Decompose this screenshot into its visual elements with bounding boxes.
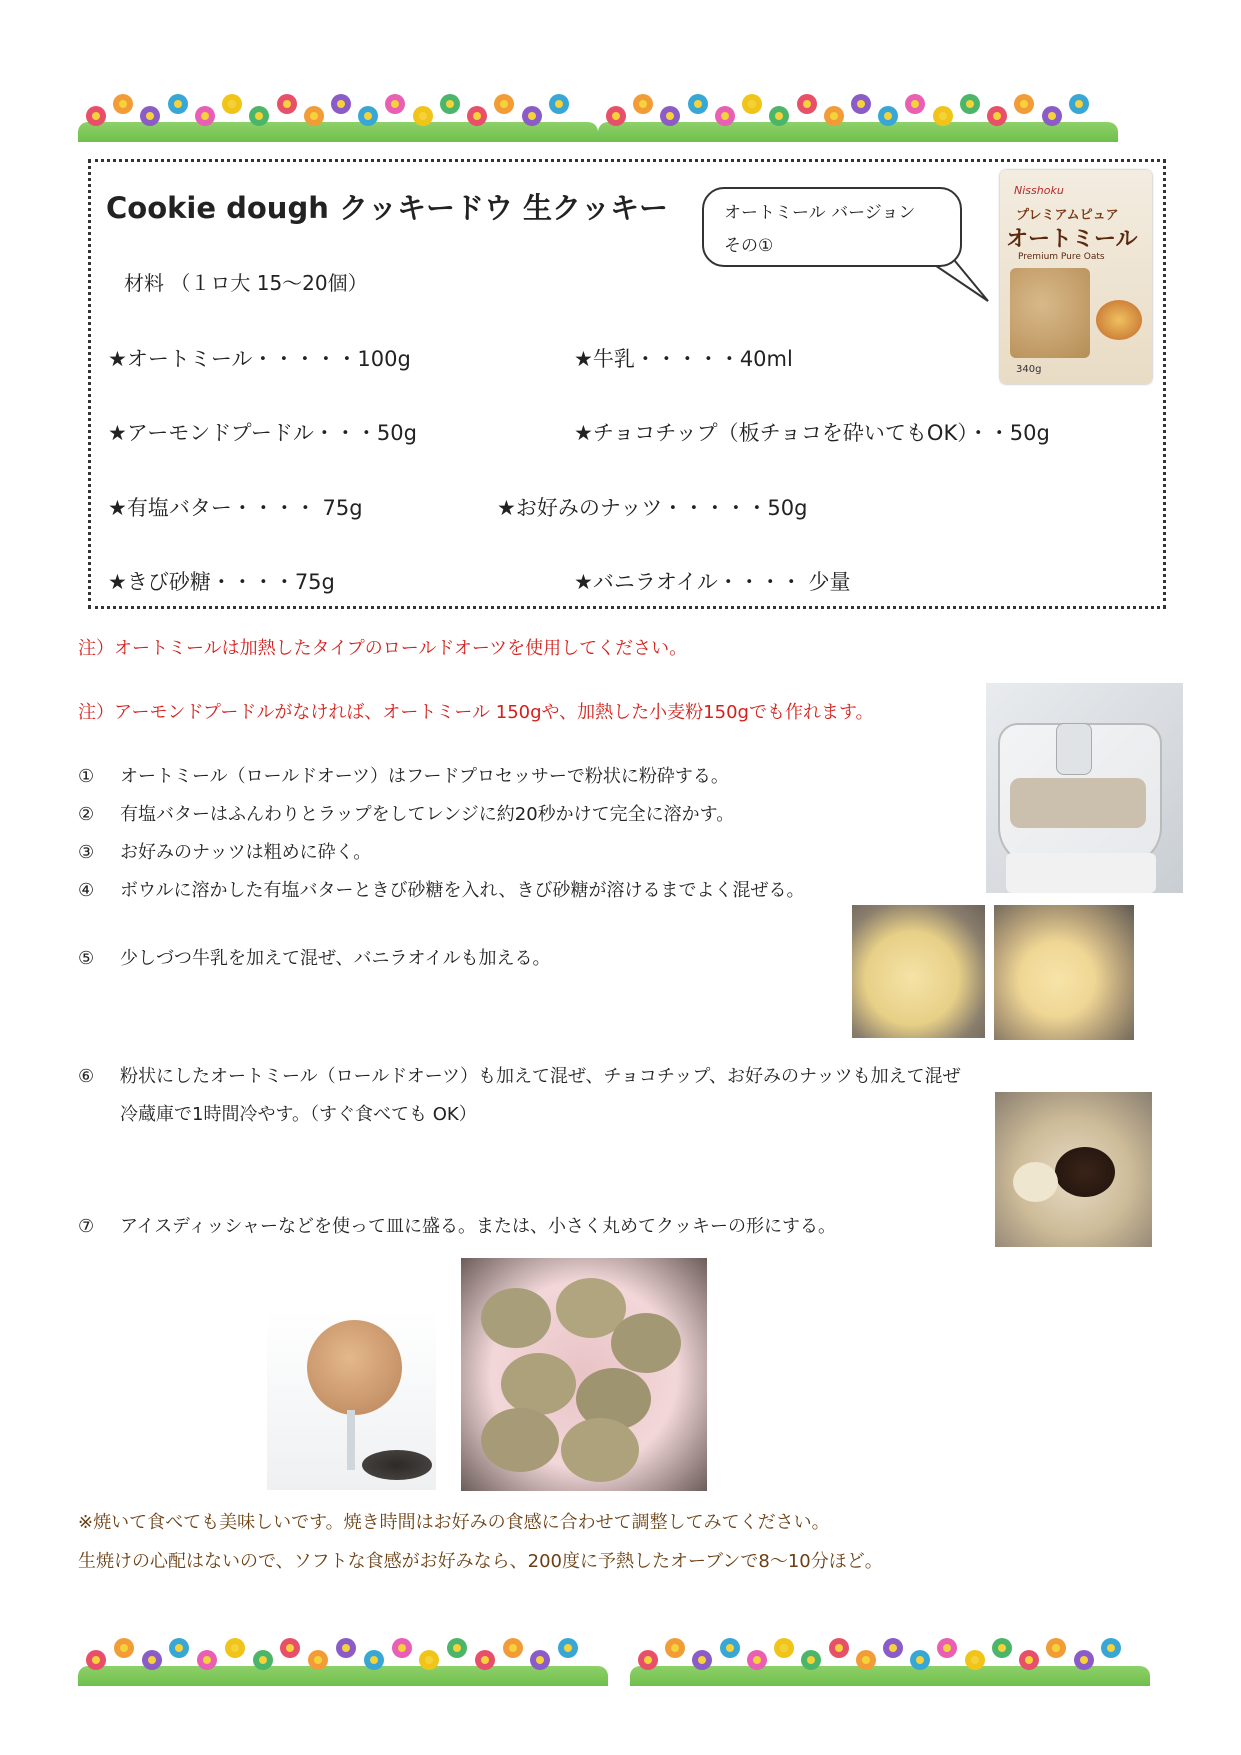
flower-icon bbox=[1074, 1650, 1094, 1670]
flower-icon bbox=[447, 1638, 467, 1658]
ingredients-heading: 材料 （１ロ大 15～20個） bbox=[124, 271, 368, 295]
flower-icon bbox=[503, 1638, 523, 1658]
speech-bubble bbox=[702, 187, 962, 267]
flower-icon bbox=[197, 1650, 217, 1670]
step-4 bbox=[78, 876, 805, 902]
chocochip-mix-photo bbox=[995, 1092, 1152, 1247]
bubble-line-2: その① bbox=[724, 236, 774, 256]
flower-icon bbox=[440, 94, 460, 114]
flower-icon bbox=[336, 1638, 356, 1658]
grass-strip bbox=[598, 122, 1118, 142]
note-oatmeal: 注）オートミールは加熱したタイプのロールドオーツを使用してください。 bbox=[78, 638, 688, 659]
flower-icon bbox=[222, 94, 242, 114]
flower-icon bbox=[114, 1638, 134, 1658]
flower-icon bbox=[86, 106, 106, 126]
recipe-title: Cookie dough クッキードウ 生クッキー bbox=[106, 191, 669, 225]
flower-icon bbox=[168, 94, 188, 114]
cookie bbox=[561, 1418, 639, 1482]
step-text: オートミール（ロールドオーツ）はフードプロセッサーで粉状に粉砕する。 bbox=[120, 766, 729, 787]
cookie bbox=[611, 1313, 681, 1373]
flower-icon bbox=[558, 1638, 578, 1658]
package-label-main: オートミール bbox=[1006, 227, 1138, 252]
flower-icon bbox=[253, 1650, 273, 1670]
package-oats-picture bbox=[1010, 268, 1090, 358]
flower-icon bbox=[86, 1650, 106, 1670]
grass-strip bbox=[630, 1666, 1150, 1686]
flower-icon bbox=[987, 106, 1007, 126]
step-number: ③ bbox=[78, 842, 95, 863]
flower-icon bbox=[856, 1650, 876, 1670]
ingredient-oatmeal: ★オートミール・・・・・100g bbox=[108, 347, 411, 371]
bubble-line-1: オートミール バージョン bbox=[724, 203, 916, 223]
flower-icon bbox=[277, 94, 297, 114]
flower-border-bottom-right bbox=[630, 1630, 1150, 1686]
ingredient-vanilla: ★バニラオイル・・・・ 少量 bbox=[574, 570, 851, 594]
flower-icon bbox=[385, 94, 405, 114]
flower-icon bbox=[720, 1638, 740, 1658]
food-processor-photo bbox=[986, 683, 1183, 893]
note-almond: 注）アーモンドプードルがなければ、オートミール 150gや、加熱した小麦粉150gでも作れます。 bbox=[78, 702, 874, 723]
butter-mix-photo-1 bbox=[852, 905, 985, 1038]
flower-border-top-right bbox=[598, 86, 1118, 142]
step-6-continued bbox=[78, 1100, 477, 1126]
step-text: アイスディッシャーなどを使って皿に盛る。または、小さく丸めてクッキーの形にする。 bbox=[120, 1216, 837, 1237]
grass-strip bbox=[78, 122, 598, 142]
flower-icon bbox=[364, 1650, 384, 1670]
step-text: 粉状にしたオートミール（ロールドオーツ）も加えて混ぜ、チョコチップ、お好みのナッツも加えて混ぜ bbox=[120, 1066, 961, 1087]
package-brand: Nisshoku bbox=[1014, 184, 1064, 197]
grass-strip bbox=[78, 1666, 608, 1686]
processor-base bbox=[1006, 853, 1156, 893]
flower-icon bbox=[331, 94, 351, 114]
flower-icon bbox=[905, 94, 925, 114]
flower-icon bbox=[638, 1650, 658, 1670]
flower-icon bbox=[829, 1638, 849, 1658]
flower-icon bbox=[280, 1638, 300, 1658]
ice-cream-scoops bbox=[307, 1320, 402, 1415]
ingredient-butter: ★有塩バター・・・・ 75g bbox=[108, 496, 363, 520]
flower-icon bbox=[851, 94, 871, 114]
flower-icon bbox=[715, 106, 735, 126]
oat-powder bbox=[1010, 778, 1146, 828]
flower-icon bbox=[742, 94, 762, 114]
flower-icon bbox=[965, 1650, 985, 1670]
chocochips bbox=[1055, 1147, 1115, 1197]
step-text: ボウルに溶かした有塩バターときび砂糖を入れ、きび砂糖が溶けるまでよく混ぜる。 bbox=[120, 880, 805, 901]
flower-icon bbox=[522, 106, 542, 126]
step-text: 冷蔵庫で1時間冷やす。（すぐ食べても OK） bbox=[120, 1104, 477, 1125]
flower-icon bbox=[633, 94, 653, 114]
flower-icon bbox=[747, 1650, 767, 1670]
step-text: 少しづつ牛乳を加えて混ぜ、バニラオイルも加える。 bbox=[120, 948, 551, 969]
step-number: ① bbox=[78, 766, 95, 787]
flower-icon bbox=[960, 94, 980, 114]
flower-border-top-left bbox=[78, 86, 598, 142]
flower-icon bbox=[937, 1638, 957, 1658]
step-number: ⑤ bbox=[78, 948, 95, 969]
nut-pieces bbox=[1013, 1162, 1058, 1202]
oatmeal-package-image bbox=[1000, 170, 1152, 384]
flower-icon bbox=[665, 1638, 685, 1658]
step-7 bbox=[78, 1212, 836, 1238]
footer-line-2: 生焼けの心配はないので、ソフトな食感がお好みなら、200度に予熱したオーブンで8～10分ほど。 bbox=[78, 1551, 883, 1572]
step-text: 有塩バターはふんわりとラップをしてレンジに約20秒かけて完全に溶かす。 bbox=[120, 804, 735, 825]
cookie-dough-ice-cream-photo bbox=[267, 1310, 436, 1490]
flower-icon bbox=[169, 1638, 189, 1658]
flower-icon bbox=[225, 1638, 245, 1658]
package-label-sub: Premium Pure Oats bbox=[1018, 252, 1105, 262]
flower-border-bottom-left bbox=[78, 1630, 608, 1686]
package-weight: 340g bbox=[1016, 364, 1042, 375]
flower-icon bbox=[1046, 1638, 1066, 1658]
step-6 bbox=[78, 1062, 961, 1088]
step-1 bbox=[78, 762, 729, 788]
flower-icon bbox=[413, 106, 433, 126]
flower-icon bbox=[824, 106, 844, 126]
flower-icon bbox=[606, 106, 626, 126]
package-bowl-picture bbox=[1096, 300, 1142, 340]
step-3 bbox=[78, 838, 371, 864]
flower-icon bbox=[774, 1638, 794, 1658]
flower-icon bbox=[142, 1650, 162, 1670]
step-text: お好みのナッツは粗めに砕く。 bbox=[120, 842, 372, 863]
step-number: ⑦ bbox=[78, 1216, 95, 1237]
ingredient-milk: ★牛乳・・・・・40ml bbox=[574, 347, 793, 371]
flower-icon bbox=[195, 106, 215, 126]
flower-icon bbox=[1014, 94, 1034, 114]
flower-icon bbox=[992, 1638, 1012, 1658]
cookie bbox=[481, 1288, 551, 1348]
flower-icon bbox=[475, 1650, 495, 1670]
step-number: ④ bbox=[78, 880, 95, 901]
flower-icon bbox=[494, 94, 514, 114]
butter-mix-photo-2 bbox=[994, 905, 1134, 1040]
ingredient-chocochip: ★チョコチップ（板チョコを砕いてもOK）・・50g bbox=[574, 421, 1050, 445]
flower-icon bbox=[467, 106, 487, 126]
flower-icon bbox=[392, 1638, 412, 1658]
package-label-top: プレミアムピュア bbox=[1016, 208, 1119, 223]
step-2 bbox=[78, 800, 734, 826]
chocochips-pile bbox=[362, 1450, 432, 1480]
processor-lid bbox=[1056, 723, 1092, 775]
flower-icon bbox=[933, 106, 953, 126]
cookie bbox=[481, 1408, 559, 1472]
cookie bbox=[501, 1353, 576, 1415]
flower-icon bbox=[1101, 1638, 1121, 1658]
ingredient-nuts: ★お好みのナッツ・・・・・50g bbox=[497, 496, 808, 520]
cookies-plate-photo bbox=[461, 1258, 707, 1491]
flower-icon bbox=[304, 106, 324, 126]
ingredient-almond-poodle: ★アーモンドプードル・・・50g bbox=[108, 421, 417, 445]
ingredient-sugar: ★きび砂糖・・・・75g bbox=[108, 570, 335, 594]
flower-icon bbox=[113, 94, 133, 114]
flower-icon bbox=[1069, 94, 1089, 114]
flower-icon bbox=[1042, 106, 1062, 126]
flower-icon bbox=[883, 1638, 903, 1658]
step-number: ⑥ bbox=[78, 1066, 95, 1087]
flower-icon bbox=[688, 94, 708, 114]
flower-icon bbox=[549, 94, 569, 114]
flower-icon bbox=[797, 94, 817, 114]
footer-line-1: ※焼いて食べても美味しいです。焼き時間はお好みの食感に合わせて調整してみてください。 bbox=[78, 1512, 830, 1533]
glass-stem bbox=[347, 1410, 355, 1470]
step-5 bbox=[78, 944, 551, 970]
step-number: ② bbox=[78, 804, 95, 825]
flower-icon bbox=[1019, 1650, 1039, 1670]
